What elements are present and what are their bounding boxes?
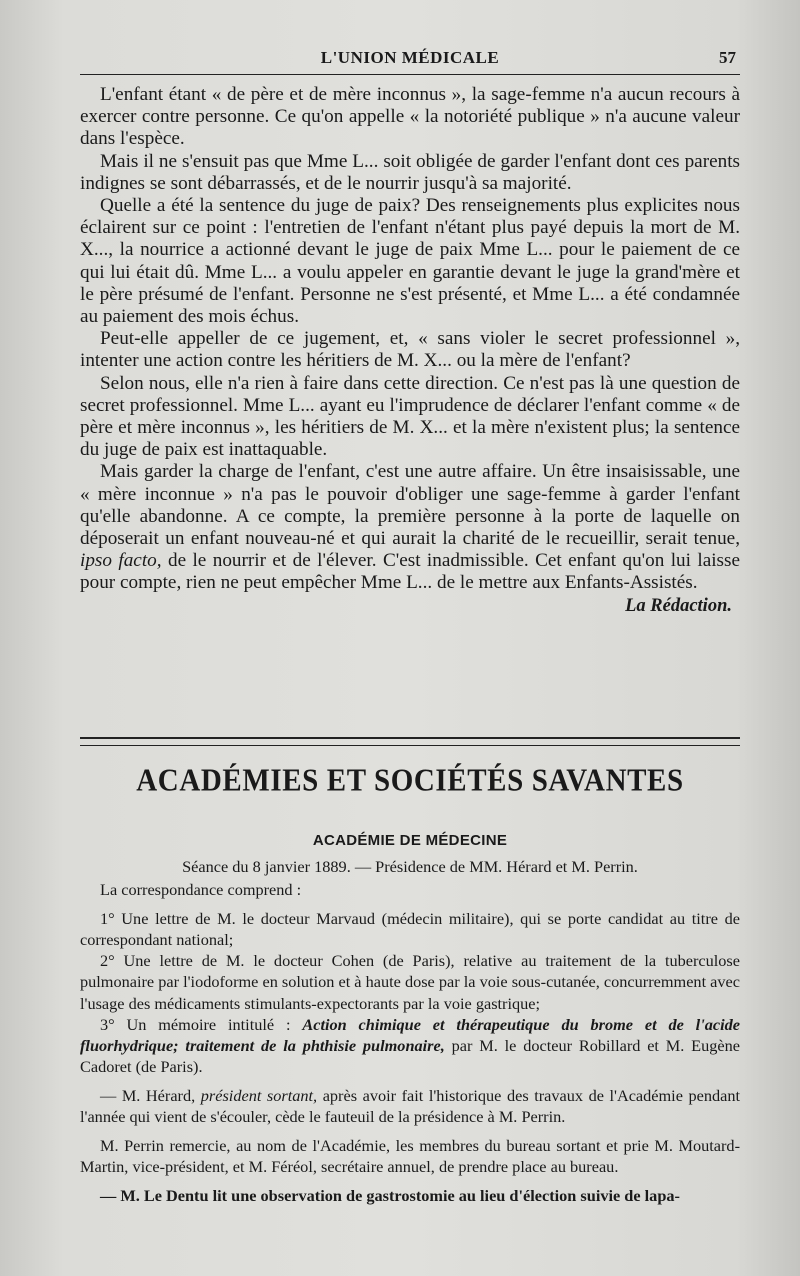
paragraph-6-part-a: Mais garder la charge de l'enfant, c'est une autre affaire. Un être insaisissable, une « mère inconnue » n'a pas le pouvoir d'obliger une sage-femme à garder l'enfant qu'elle abandonne. A ce compte, la première personne à la porte de laquelle on déposerait un enfant nouveau-né et qui aurait la charité de le recueillir, serait tenue,	[80, 461, 740, 550]
section-divider	[80, 737, 740, 746]
item-3-authors: par M. le docteur Robillard et M. Eugène Cadoret (de Paris).	[80, 1035, 740, 1076]
section-title: ACADÉMIES ET SOCIÉTÉS SAVANTES	[136, 763, 684, 799]
journal-title: L'UNION MÉDICALE	[320, 48, 500, 67]
session-line: Séance du 8 janvier 1889. — Présidence de MM. Hérard et M. Perrin.	[182, 857, 638, 876]
academy-heading: ACADÉMIE DE MÉDECINE	[312, 832, 508, 849]
memoir-title: Action chimique et thérapeutique du brome et de l'acide fluorhydrique; traitement de la phthisie pulmonaire,	[80, 1014, 740, 1055]
ipso-facto: ipso facto,	[80, 550, 162, 572]
signature: La Rédaction.	[625, 595, 732, 616]
paragraph-1: L'enfant étant « de père et de mère inconnus », la sage-femme n'a aucun recours à exercer contre personne. Ce qu'on appelle « la notoriété publique » n'a aucune valeur dans l'espèce.	[80, 84, 740, 150]
herard-paragraph	[80, 1085, 740, 1127]
correspondence-item-2: 2° Une lettre de M. le docteur Cohen (de Paris), relative au traitement de la tuberculose pulmonaire par l'iodoforme en solution et à haute dose par la voie sous-cutanée, concurremment avec l'usage des médicaments stimulants-expectorants par la voie gastrique;	[80, 951, 740, 1013]
paragraph-6	[80, 461, 740, 594]
running-head	[80, 42, 740, 75]
paragraph-6-part-b: de le nourrir et de l'élever. C'est inadmissible. Cet enfant qu'on lui laisse pour compte, rien ne peut empêcher Mme L... de le mettre aux Enfants-Assistés.	[80, 550, 741, 594]
paragraph-4: Peut-elle appeller de ce jugement, et, « sans violer le secret professionnel », intenter une action contre les héritiers de M. X... ou la mère de l'enfant?	[80, 328, 740, 372]
paragraph-5: Selon nous, elle n'a rien à faire dans cette direction. Ce n'est pas là une question de secret professionnel. Mme L... ayant eu l'imprudence de déclarer l'enfant comme « de père et mère inconnus », les héritiers de M. X... et la mère n'existent plus; la sentence du juge de paix est inattaquable.	[80, 372, 740, 461]
correspondence-intro: La correspondance comprend :	[100, 880, 302, 900]
paragraph-3: Quelle a été la sentence du juge de paix? Des renseignements plus explicites nous éclairent sur ce point : l'entretien de l'enfant n'étant plus payé depuis la mort de M. X..., la nourrice a actionné devant le juge de paix Mme L... pour le paiement de ce qui lui était dû. Mme L... a voulu appeler en garantie devant le juge la grand'mère et le père présumé de l'enfant. Personne ne s'est présenté, et Mme L... a été condamnée au paiement des mois échus.	[80, 195, 740, 328]
perrin-paragraph: M. Perrin remercie, au nom de l'Académie, les membres du bureau sortant et prie M. Moutard-Martin, vice-président, et M. Féréol, secrétaire annuel, de prendre place au bureau.	[80, 1136, 740, 1177]
herard-rest: après avoir fait l'historique des travaux de l'Académie pendant l'année qui vient de s'écouler, cède le fauteuil de la présidence à M. Perrin.	[80, 1085, 741, 1127]
herard-role: président sortant,	[200, 1085, 318, 1105]
le-dentu-paragraph: — M. Le Dentu lit une observation de gastrostomie au lieu d'élection suivie de lapa-	[100, 1186, 680, 1206]
page-number: 57	[719, 48, 736, 67]
correspondence-item-1: 1° Une lettre de M. le docteur Marvaud (médecin militaire), qui se porte candidat au titre de correspondant national;	[80, 909, 740, 950]
correspondence-item-3	[80, 1014, 740, 1077]
herard-lead: — M. Hérard,	[100, 1085, 196, 1105]
editorial-article	[80, 84, 740, 617]
item-3-lead: 3° Un mémoire intitulé :	[100, 1014, 291, 1034]
academy-report	[80, 856, 740, 1206]
paragraph-2: Mais il ne s'ensuit pas que Mme L... soit obligée de garder l'enfant dont ces parents indignes se sont débarrassés, et de le nourrir jusqu'à sa majorité.	[80, 150, 740, 194]
